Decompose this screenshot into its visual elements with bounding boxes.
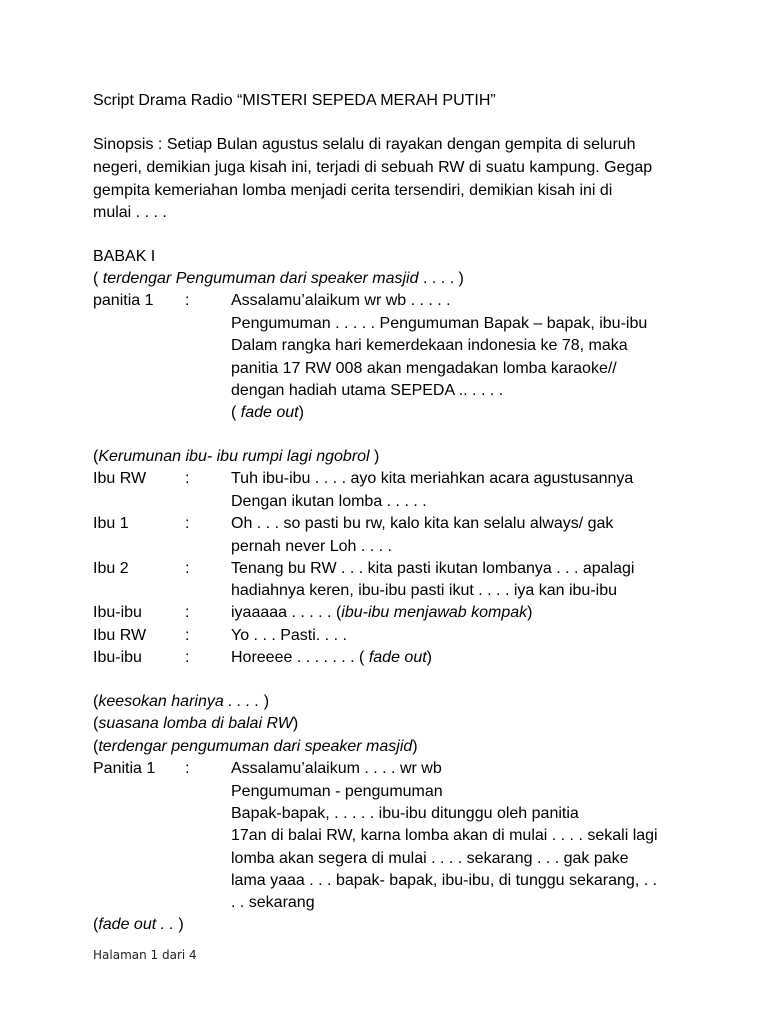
dialogue-line: Pengumuman - pengumuman: [231, 783, 443, 800]
dialogue-line: Assalamu’alaikum wr wb . . . . .: [231, 292, 451, 309]
dialogue-line: dengan hadiah utama SEPEDA .. . . . .: [231, 382, 504, 399]
dialogue-line: iyaaaaa . . . . . (ibu-ibu menjawab kompak): [231, 604, 533, 621]
speaker-colon: :: [185, 470, 190, 487]
dialogue-line: . . sekarang: [231, 894, 315, 911]
dialogue-line: Assalamu’alaikum . . . . wr wb: [231, 760, 442, 777]
dialogue-line: Dalam rangka hari kemerdekaan indonesia ke 78, maka: [231, 337, 628, 354]
dialogue-line: pernah never Loh . . . .: [231, 538, 392, 555]
speaker-name: Ibu-ibu: [93, 649, 142, 666]
stage-direction: ( terdengar Pengumuman dari speaker masjid . . . . ): [93, 270, 464, 287]
dialogue-line: panitia 17 RW 008 akan mengadakan lomba karaoke//: [231, 360, 617, 377]
stage-direction: ( fade out): [231, 404, 304, 421]
speaker-colon: :: [185, 292, 190, 309]
dialogue-line: 17an di balai RW, karna lomba akan di mulai . . . . sekali lagi: [231, 827, 658, 844]
speaker-name: Ibu-ibu: [93, 604, 142, 621]
dialogue-line: lomba akan segera di mulai . . . . sekarang . . . gak pake: [231, 850, 629, 867]
stage-direction: (Kerumunan ibu- ibu rumpi lagi ngobrol ): [93, 448, 380, 465]
speaker-name: Ibu 1: [93, 515, 129, 532]
stage-direction: (keesokan harinya . . . . ): [93, 693, 270, 710]
speaker-colon: :: [185, 515, 190, 532]
dialogue-line: Oh . . . so pasti bu rw, kalo kita kan selalu always/ gak: [231, 515, 614, 532]
speaker-colon: :: [185, 760, 190, 777]
speaker-name: panitia 1: [93, 292, 154, 309]
synopsis-line: mulai . . . .: [93, 204, 167, 221]
speaker-name: Ibu 2: [93, 560, 129, 577]
dialogue-line: Tuh ibu-ibu . . . . ayo kita meriahkan acara agustusannya: [231, 470, 634, 487]
speaker-name: Panitia 1: [93, 760, 156, 777]
synopsis-line: gempita kemeriahan lomba menjadi cerita tersendiri, demikian kisah ini di: [93, 182, 613, 199]
dialogue-line: hadiahnya keren, ibu-ibu pasti ikut . . . . iya kan ibu-ibu: [231, 582, 617, 599]
dialogue-line: Horeeee . . . . . . . ( fade out): [231, 649, 432, 666]
speaker-colon: :: [185, 604, 190, 621]
page-footer: Halaman 1 dari 4: [93, 948, 197, 962]
act-title: BABAK I: [93, 248, 156, 265]
speaker-colon: :: [185, 560, 190, 577]
speaker-colon: :: [185, 627, 190, 644]
speaker-colon: :: [185, 649, 190, 666]
stage-direction: (suasana lomba di balai RW): [93, 715, 299, 732]
script-title: Script Drama Radio “MISTERI SEPEDA MERAH PUTIH”: [93, 92, 496, 109]
stage-direction: (fade out . . ): [93, 916, 184, 933]
synopsis-line: negeri, demikian juga kisah ini, terjadi di sebuah RW di suatu kampung. Gegap: [93, 159, 653, 176]
speaker-name: Ibu RW: [93, 627, 147, 644]
dialogue-line: Yo . . . Pasti. . . .: [231, 627, 347, 644]
dialogue-line: Pengumuman . . . . . Pengumuman Bapak – bapak, ibu-ibu: [231, 315, 648, 332]
stage-direction: (terdengar pengumuman dari speaker masjid): [93, 738, 418, 755]
dialogue-line: lama yaaa . . . bapak- bapak, ibu-ibu, di tunggu sekarang, . .: [231, 872, 658, 889]
dialogue-line: Bapak-bapak, . . . . . ibu-ibu ditunggu oleh panitia: [231, 805, 579, 822]
dialogue-line: Dengan ikutan lomba . . . . .: [231, 493, 427, 510]
synopsis-line: Sinopsis : Setiap Bulan agustus selalu di rayakan dengan gempita di seluruh: [93, 136, 636, 153]
dialogue-line: Tenang bu RW . . . kita pasti ikutan lombanya . . . apalagi: [231, 560, 635, 577]
speaker-name: Ibu RW: [93, 470, 147, 487]
